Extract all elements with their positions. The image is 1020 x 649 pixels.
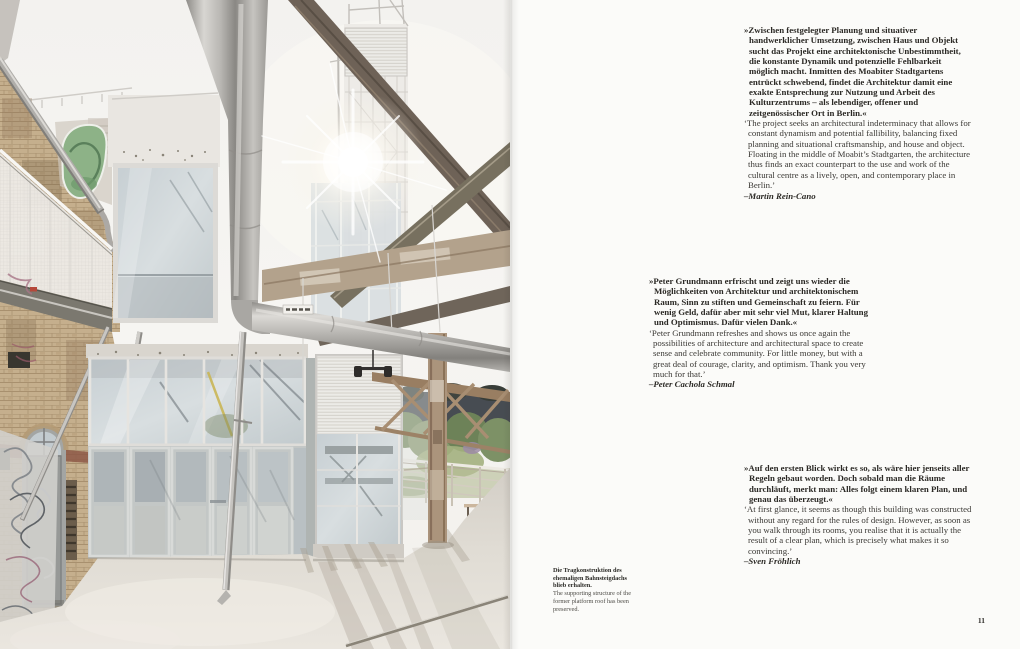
quote-block-rein-cano (744, 25, 972, 201)
caption-german: Die Tragkonstruktion des ehemaligen Bahnsteigdachs blieb erhalten. (553, 567, 627, 590)
side-glazing (402, 380, 428, 520)
quote-attribution: –Martin Rein-Cano (744, 190, 816, 201)
quote-english: ‘Peter Grundmann refreshes and shows us once again the possibilities of architecture and architectural space to create sense and celebrate community. For little money, but with a great deal of courage, clarity, and optimism. Thank you very much for that.’ (649, 327, 866, 380)
quote-attribution: –Sven Fröhlich (744, 556, 801, 567)
quote-english: ‘The project seeks an architectural indeterminacy that allows for constant dynamism and potential fallibility, balancing fixed planning and situational craftsmanship, and house and object. Floating in the middle of Moabit’s Stadtgarten, the architecture thus finds an exact counterpart to the use and work of the cultural centre as a lively, open, and contemporary place in Berlin.’ (744, 118, 971, 191)
photo-caption (553, 567, 637, 613)
glass-doors (88, 446, 306, 558)
slab-edge (86, 344, 308, 358)
quote-german: »Peter Grundmann erfrischt und zeigt uns wieder die Möglichkeiten von Architektur und architektonischem Raum, Sinn zu stiften und Gemeinschaft zu feiern. Für wenig Geld, dafür aber mit sehr viel Mut, klarer Haltung und Optimismus. Dafür vielen Dank.« (649, 276, 868, 328)
quote-attribution: –Peter Cachola Schmal (649, 379, 735, 390)
quote-block-cachola-schmal (649, 276, 877, 390)
quote-block-froehlich (744, 463, 972, 566)
quote-german: »Auf den ersten Blick wirkt es so, als wäre hier jenseits aller Regeln gebaut worden. Doch sobald man die Räume durchläuft, merkt man: Alles folgt einem klaren Plan, und genau das überzeugt.« (744, 463, 970, 505)
elevator-shaft (313, 355, 404, 558)
glass-facade (88, 358, 306, 446)
caption-english: The supporting structure of the former platform roof has been preserved. (553, 590, 631, 613)
quote-english: ‘At first glance, it seems as though this building was constructed without any regard for the rules of design. However, as soon as you walk through its rooms, you realise that it is actually the result of a clear plan, which is precisely what makes it so convincing.’ (744, 504, 972, 556)
wall-box (8, 352, 30, 368)
upper-window (108, 93, 220, 323)
right-page (510, 0, 1020, 649)
quote-german: »Zwischen festgelegter Planung und situativer handwerklicher Umsetzung, zwischen Haus und Objekt sucht das Projekt eine architektonische Unbestimmtheit, die konstante Dynamik und potenzielle Fehlbarkeit möglich macht. Inmitten des Moabiter Stadtgartens entrückt schwebend, findet die Architektur damit eine exakte Entsprechung zur Nutzung und Arbeit des Kulturzentrums – als lebendiger, offener und zeitgenössischer Ort in Berlin.« (744, 25, 961, 118)
page-number: 11 (977, 616, 985, 625)
